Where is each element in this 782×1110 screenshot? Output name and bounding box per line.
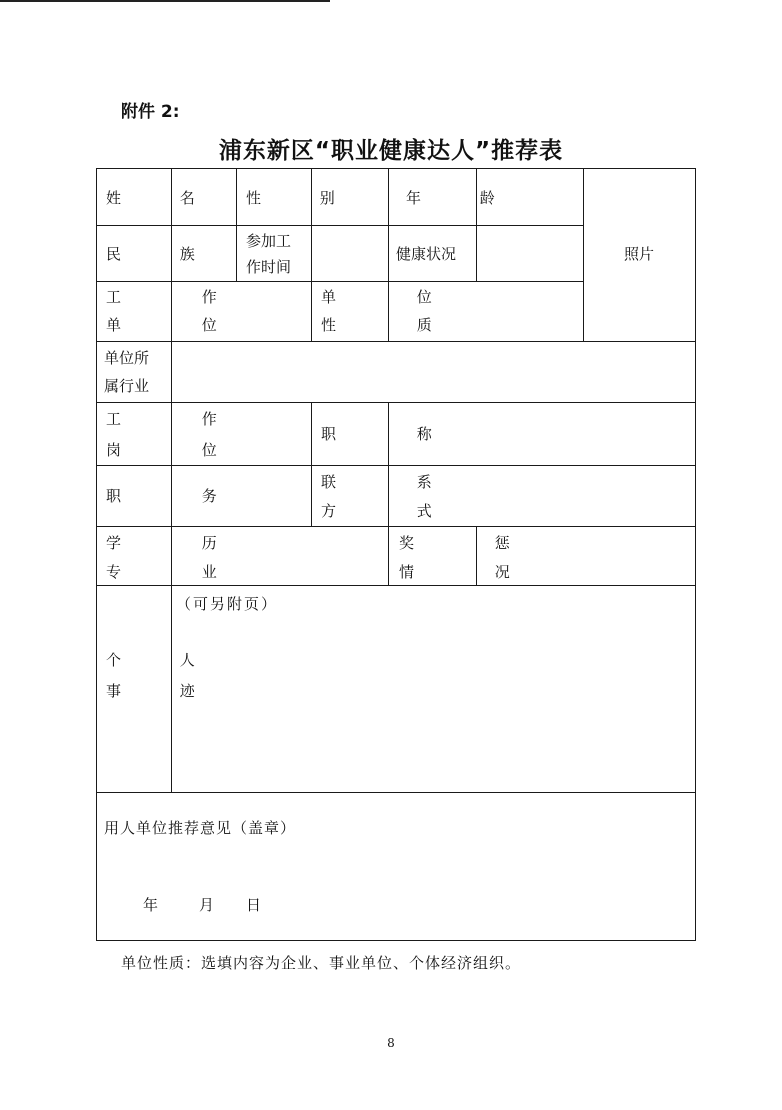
top-rule [0, 0, 330, 2]
page-title: 浦东新区“职业健康达人”推荐表 [218, 138, 564, 164]
label-education-1: 学 历 [106, 534, 255, 552]
label-contact-2: 方 式 [321, 502, 470, 520]
deeds-hint: （可另附页） [176, 595, 279, 613]
label-photo: 照片 [624, 245, 655, 263]
footnote: 单位性质：选填内容为企业、事业单位、个体经济组织。 [121, 954, 522, 972]
label-age: 年 龄 [406, 189, 522, 207]
label-name: 姓 名 [106, 189, 222, 207]
page-number: 8 [387, 1036, 395, 1050]
label-deeds-2: 事 迹 [106, 682, 222, 700]
label-industry-1: 单位所 [104, 349, 150, 367]
label-year: 年 [143, 896, 159, 914]
label-day: 日 [246, 896, 262, 914]
label-employer-1: 工 作 [106, 288, 255, 306]
label-unit-nature-1: 单 位 [321, 288, 470, 306]
label-contact-1: 联 系 [321, 473, 470, 491]
label-month: 月 [199, 896, 215, 914]
label-position-1: 工 作 [106, 410, 255, 428]
label-employer-2: 单 位 [106, 316, 255, 334]
recommendation-form [96, 168, 696, 941]
label-ethnicity: 民 族 [106, 245, 222, 263]
label-position-2: 岗 位 [106, 441, 255, 459]
label-education-2: 专 业 [106, 563, 255, 581]
label-work-start-2: 作时间 [246, 258, 292, 276]
label-duty: 职 务 [106, 487, 255, 505]
label-deeds-1: 个 人 [106, 651, 222, 669]
label-industry-2: 属行业 [104, 377, 150, 395]
label-work-start-1: 参加工 [246, 232, 292, 250]
label-recommendation: 用人单位推荐意见（盖章） [104, 819, 297, 837]
label-awards-1: 奖 惩 [399, 534, 548, 552]
label-awards-2: 情 况 [399, 563, 548, 581]
label-unit-nature-2: 性 质 [321, 316, 470, 334]
attachment-label: 附件 2: [121, 102, 180, 122]
label-health: 健康状况 [396, 245, 457, 263]
label-gender: 性 别 [246, 189, 362, 207]
label-title-rank: 职 称 [321, 425, 470, 443]
